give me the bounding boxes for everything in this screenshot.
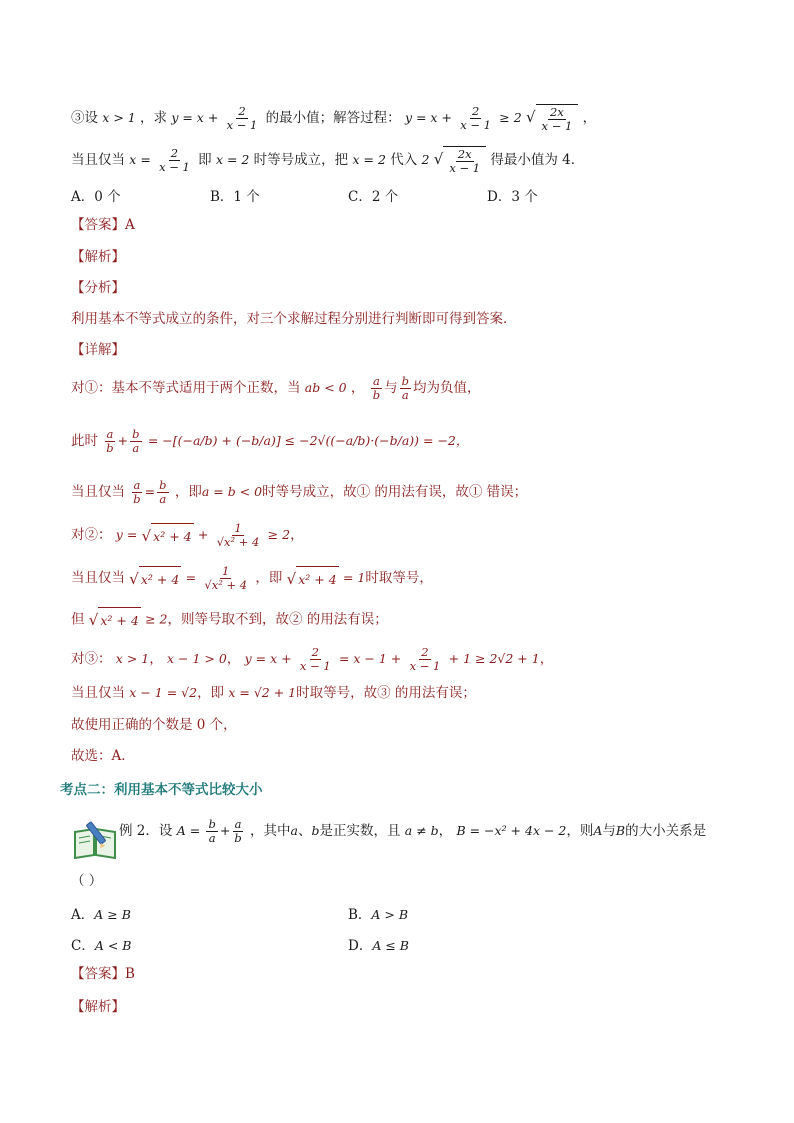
option-a: A．0 个 [71,189,121,205]
analysis-label: 【解析】 [71,249,125,265]
ex2-option-b: B．A > B [348,907,409,923]
detail-line-7: 对③： x > 1， x − 1 > 0， y = x + $\frac{2}{x - 1}$ = x − 1 + $\frac{2}{x - 1}$ + 1 ≥ 2√2 + 1， [71,645,554,673]
q3-ask: ，求 [140,110,168,126]
q3-proc-y: y = x + [404,110,452,125]
q3-line2-fraction: $\frac{2}{x - 1}$ [159,146,190,174]
q3-condition: x > 1 [102,110,136,125]
detail-line-5: 当且仅当 √ x² + 4 = $\frac{1}{\text{√x² + 4}}$ ，即 √ x² + 4 = 1时取等号， [71,564,433,592]
analysis-label-2: 【解析】 [71,999,125,1015]
example-2-paren: （ ） [71,873,103,889]
q3-statement-line2: 当且仅当 x = $\frac{2}{x - 1}$ 即 x = 2 时等号成立，把 x = 2 代入 2 √ $\frac{2x}{x - 1}$ 得最小值为 4． [71,146,585,175]
example-2-stem: 例 2．设 A = $\frac{b}{a}$ + $\frac{a}{b}$ ，其中a、b是正实数，且 a ≠ b， B = −x² + 4x − 2，则A与B的大小关系是 [119,817,707,845]
q3-proc-fraction: $\frac{2}{x - 1}$ [460,104,491,132]
detail-line-4: 对②： y = √ x² + 4 + $\frac{1}{\text{√x² + 4}}$ ≥ 2， [71,521,304,549]
q3-expr: y = x + [171,110,219,125]
q3-prefix: ③设 [71,110,98,126]
q3-proc-sqrt: √ $\frac{2x}{x - 1}$ [526,104,578,133]
answer-label-2: 【答案】B [71,966,135,982]
book-pencil-icon [73,820,117,860]
ex2-option-a: A．A ≥ B [71,907,131,923]
ex2-option-d: D．A ≤ B [348,938,409,954]
q3-statement: ③设 x > 1 ，求 y = x + $\frac{2}{x - 1}$ 的最小值；解答过程： y = x + $\frac{2}{x - 1}$ ≥ 2 √ $\frac{2x}{x - 1}$ ， [71,104,597,133]
detail-line-6: 但 √ x² + 4 ≥ 2，则等号取不到，故② 的用法有误； [71,607,388,633]
option-b: B．1 个 [210,189,260,205]
q3-tail: 的最小值；解答过程： [265,110,401,126]
option-d: D．3 个 [487,189,538,205]
fenxi-label: 【分析】 [71,280,125,296]
q3-proc-geq: ≥ 2 [499,110,522,125]
detail-line-1: 对①：基本不等式适用于两个正数，当 ab < 0 ， $\frac{a}{b}$ 与 $\frac{b}{a}$ 均为负值， [71,374,481,402]
option-c: C．2 个 [348,189,399,205]
detail-line-10: 故选：A． [71,748,135,764]
ex2-option-c: C．A < B [71,938,132,954]
fenxi-text: 利用基本不等式成立的条件，对三个求解过程分别进行判断即可得到答案． [71,311,517,327]
q3-line2-sqrt: √ $\frac{2x}{x - 1}$ [434,146,486,175]
answer-label: 【答案】A [71,217,135,233]
detail-line-2: 此时 $\frac{a}{b}$ + $\frac{b}{a}$ = −[(−a/b) + (−b/a)] ≤ −2√((−a/b)·(−b/a)) = −2， [71,427,469,455]
section-heading: 考点二：利用基本不等式比较大小 [60,782,263,798]
q3-fraction: $\frac{2}{x - 1}$ [226,104,258,132]
detail-line-3: 当且仅当 $\frac{a}{b}$ = $\frac{b}{a}$ ，即a = b < 0时等号成立，故① 的用法有误，故① 错误； [71,478,528,506]
detail-line-9: 故使用正确的个数是 0 个， [71,717,237,733]
detail-label: 【详解】 [71,342,125,358]
detail-line-8: 当且仅当 x − 1 = √2，即 x = √2 + 1时取等号，故③ 的用法有误； [71,685,476,701]
